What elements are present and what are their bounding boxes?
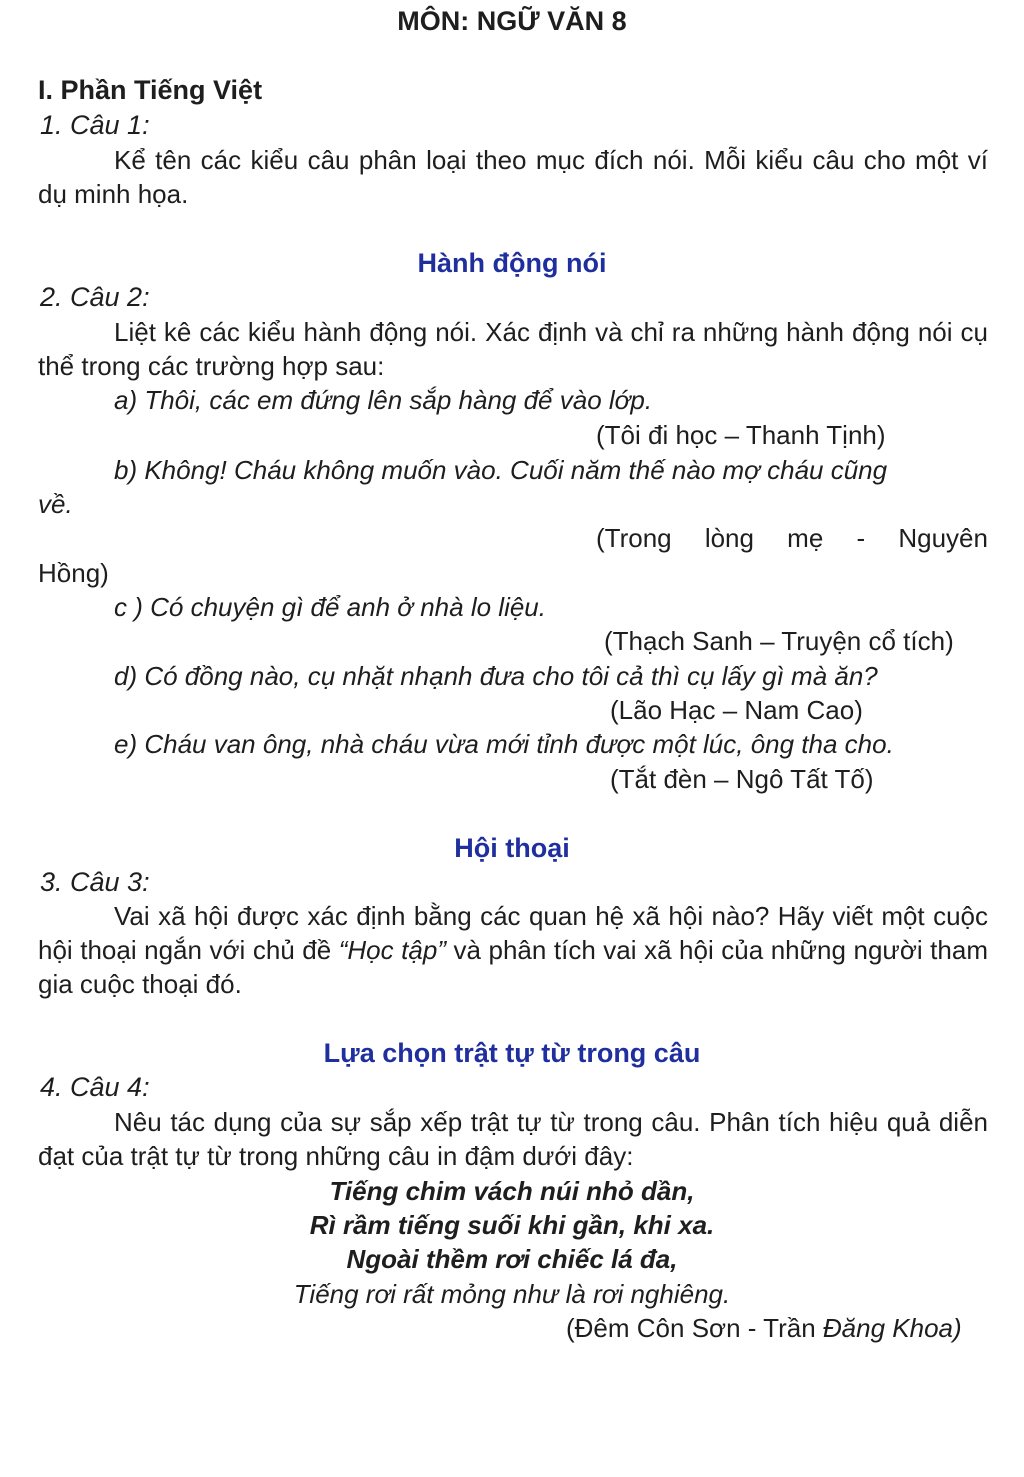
example-c-source: (Thạch Sanh – Truyện cổ tích): [604, 626, 954, 656]
example-d: d) Có đồng nào, cụ nhặt nhạnh đưa cho tôi cả thì cụ lấy gì mà ăn?: [114, 661, 878, 691]
question-3-text: [38, 899, 988, 1001]
poem-source: [566, 1311, 962, 1345]
document-title: MÔN: NGỮ VĂN 8: [397, 6, 627, 36]
example-b-source-word: -: [856, 523, 866, 553]
question-2-label: 2. Câu 2:: [40, 282, 150, 312]
question-2-text: Liệt kê các kiểu hành động nói. Xác định và chỉ ra những hành động nói cụ thể trong các trường hợp sau:: [38, 317, 988, 381]
example-b-source: [596, 521, 988, 555]
example-b-source-word: lòng: [704, 523, 754, 553]
question-3-topic: “Học tập”: [338, 935, 446, 965]
example-a-source: (Tôi đi học – Thanh Tịnh): [596, 420, 886, 450]
poem-line: Tiếng chim vách núi nhỏ dần,: [329, 1176, 695, 1206]
question-3-text-end: và phân tích vai xã hội của những người tham gia cuộc thoại đó.: [38, 935, 988, 999]
example-c: c ) Có chuyện gì để anh ở nhà lo liệu.: [114, 592, 546, 622]
example-e: e) Cháu van ông, nhà cháu vừa mới tỉnh được một lúc, ông tha cho.: [114, 729, 894, 759]
question-3-label: 3. Câu 3:: [40, 867, 150, 897]
section-heading-speech-acts: Hành động nói: [417, 248, 607, 278]
part-heading: I. Phần Tiếng Việt: [38, 75, 263, 105]
question-1-text: Kể tên các kiểu câu phân loại theo mục đích nói. Mỗi kiểu câu cho một ví dụ minh họa.: [38, 145, 988, 209]
poem-line: Tiếng rơi rất mỏng như là rơi nghiêng.: [293, 1279, 731, 1309]
poem-line: Ngoài thềm rơi chiếc lá đa,: [346, 1244, 678, 1274]
example-b-source-word: mẹ: [787, 523, 824, 553]
example-d-source: (Lão Hạc – Nam Cao): [610, 695, 863, 725]
section-heading-dialogue: Hội thoại: [454, 833, 570, 863]
example-a: a) Thôi, các em đứng lên sắp hàng để vào lớp.: [114, 385, 653, 415]
example-b-line-2: về.: [38, 489, 73, 519]
example-e-source: (Tắt đèn – Ngô Tất Tố): [610, 764, 874, 794]
question-3-text-start: Vai xã hội được xác định bằng các quan hệ xã hội nào? Hãy viết một cuộc hội thoại ngắn với chủ đề: [38, 901, 988, 965]
poem-source-author: Đăng Khoa): [822, 1313, 962, 1343]
example-b-source-line-2: Hồng): [38, 558, 109, 588]
question-1-label: 1. Câu 1:: [40, 110, 150, 140]
example-b-source-word: Nguyên: [898, 523, 988, 553]
question-4-label: 4. Câu 4:: [40, 1072, 150, 1102]
poem-line: Rì rầm tiếng suối khi gần, khi xa.: [309, 1210, 715, 1240]
poem-source-title: (Đêm Côn Sơn - Trần: [566, 1313, 823, 1343]
section-heading-word-order: Lựa chọn trật tự từ trong câu: [323, 1038, 701, 1068]
question-4-text: Nêu tác dụng của sự sắp xếp trật tự từ trong câu. Phân tích hiệu quả diễn đạt của trật tự từ trong những câu in đậm dưới đây:: [38, 1107, 988, 1171]
example-b-line-1: b) Không! Cháu không muốn vào. Cuối năm thế nào mợ cháu cũng: [114, 455, 888, 485]
example-b-source-word: (Trong: [596, 523, 672, 553]
